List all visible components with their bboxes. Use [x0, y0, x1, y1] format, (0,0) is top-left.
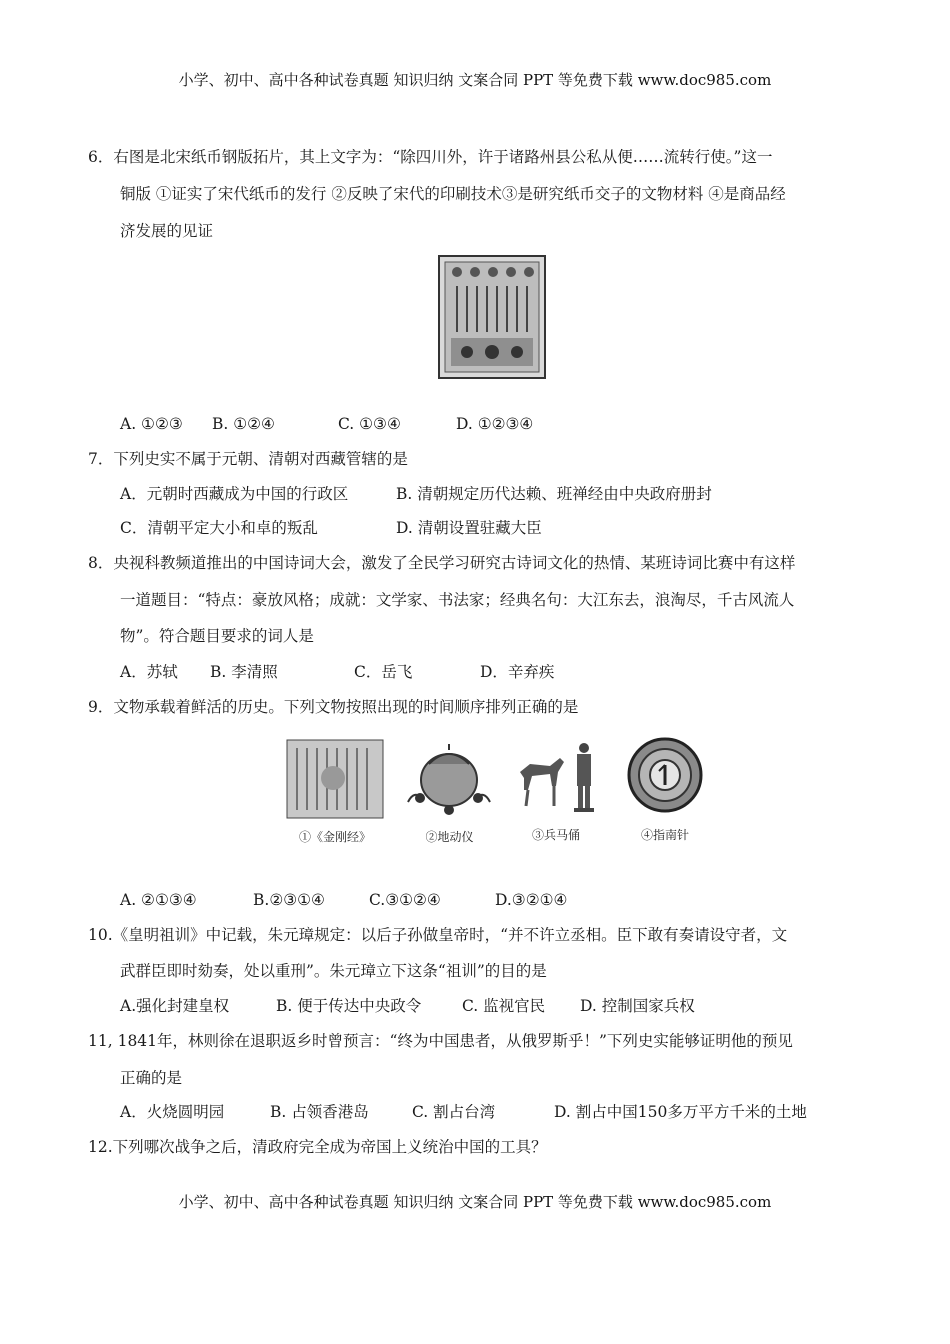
q8-line1: 8．央视科教频道推出的中国诗词大会，激发了全民学习研究古诗词文化的热情、某班诗词比赛中有这样 — [88, 554, 796, 572]
q8-options — [120, 662, 554, 682]
q8-line3: 物”。符合题目要求的词人是 — [120, 627, 314, 645]
q11-option-a: A．火烧圆明园 — [120, 1103, 225, 1121]
q9-option-b: B.②③①④ — [253, 891, 325, 909]
caption-compass: ④指南针 — [640, 828, 689, 842]
song-banknote-plate-image — [437, 254, 547, 380]
seismograph-image — [402, 738, 497, 820]
q11-option-b: B. 占领香港岛 — [270, 1103, 369, 1121]
page-header: 小学、初中、高中各种试卷真题 知识归纳 文案合同 PPT 等免费下载 www.doc985.com — [178, 71, 772, 89]
caption-terracotta: ③兵马俑 — [531, 828, 580, 842]
q10-option-d: D. 控制国家兵权 — [580, 997, 695, 1015]
q7-option-a: A．元朝时西藏成为中国的行政区 — [120, 485, 349, 503]
q9-option-c: C.③①②④ — [369, 891, 441, 909]
q10-option-c: C. 监视官民 — [462, 997, 546, 1015]
q11-options — [120, 1102, 807, 1122]
q8-option-b: B. 李清照 — [210, 663, 278, 681]
q7-options-row1 — [120, 484, 712, 504]
q7-option-b: B. 清朝规定历代达赖、班禅经由中央政府册封 — [396, 485, 712, 503]
q10-options — [120, 996, 695, 1016]
caption-seismograph: ②地动仪 — [425, 830, 474, 844]
page-footer: 小学、初中、高中各种试卷真题 知识归纳 文案合同 PPT 等免费下载 www.doc985.com — [178, 1193, 772, 1211]
q11-line1: 11, 1841年，林则徐在退职返乡时曾预言：“终为中国患者，从俄罗斯乎！”下列史实能够证明他的预见 — [88, 1032, 793, 1050]
q10-option-a: A.强化封建皇权 — [120, 997, 230, 1015]
q10-option-b: B. 便于传达中央政令 — [276, 997, 422, 1015]
q10-line2: 武群臣即时劾奏，处以重刑”。朱元璋立下这条“祖训”的目的是 — [120, 962, 547, 980]
q10-line1: 10.《皇明祖训》中记载，朱元璋规定：以后子孙做皇帝时，“并不许立丞相。臣下敢有奏请设守者，文 — [88, 926, 788, 944]
diamond-sutra-image — [285, 738, 385, 820]
q11-option-d: D. 割占中国150多万平方千米的土地 — [554, 1103, 807, 1121]
q6-option-b: B. ①②④ — [212, 415, 275, 433]
q11-option-c: C. 割占台湾 — [412, 1103, 496, 1121]
compass-image — [625, 735, 705, 817]
q9-stem: 9．文物承载着鲜活的历史。下列文物按照出现的时间顺序排列正确的是 — [88, 698, 579, 716]
q6-line3: 济发展的见证 — [120, 222, 214, 240]
q9-options — [120, 890, 567, 910]
q12-stem: 12.下列哪次战争之后，清政府完全成为帝国上义统治中国的工具？ — [88, 1138, 547, 1156]
q11-line2: 正确的是 — [120, 1069, 183, 1087]
q7-stem: 7．下列史实不属于元朝、清朝对西藏管辖的是 — [88, 450, 408, 468]
q6-line1: 6．右图是北宋纸币钢版拓片，其上文字为：“除四川外，许于诸路州县公私从便……流转行使。”这一 — [88, 148, 773, 166]
q7-option-c: C．清朝平定大小和卓的叛乱 — [120, 519, 318, 537]
q8-line2: 一道题目：“特点：豪放风格；成就：文学家、书法家；经典名句：大江东去，浪淘尽，千古风流人 — [120, 591, 795, 609]
q8-option-c: C．岳飞 — [354, 663, 413, 681]
q9-option-d: D.③②①④ — [495, 891, 568, 909]
q6-line2: 铜版 ①证实了宋代纸币的发行 ②反映了宋代的印刷技术③是研究纸币交子的文物材料 ④是商品经 — [120, 185, 786, 203]
q8-option-a: A．苏轼 — [120, 663, 178, 681]
q8-option-d: D．辛弃疾 — [480, 663, 555, 681]
caption-diamond-sutra: ①《金刚经》 — [298, 830, 371, 844]
q9-option-a: A. ②①③④ — [120, 891, 197, 909]
q6-option-a: A. ①②③ — [120, 415, 183, 433]
q7-options-row2 — [120, 518, 542, 538]
terracotta-warriors-image — [510, 736, 600, 820]
q6-option-c: C. ①③④ — [338, 415, 401, 433]
q7-option-d: D. 清朝设置驻藏大臣 — [396, 519, 542, 537]
q6-options — [120, 414, 533, 434]
q6-option-d: D. ①②③④ — [456, 415, 534, 433]
